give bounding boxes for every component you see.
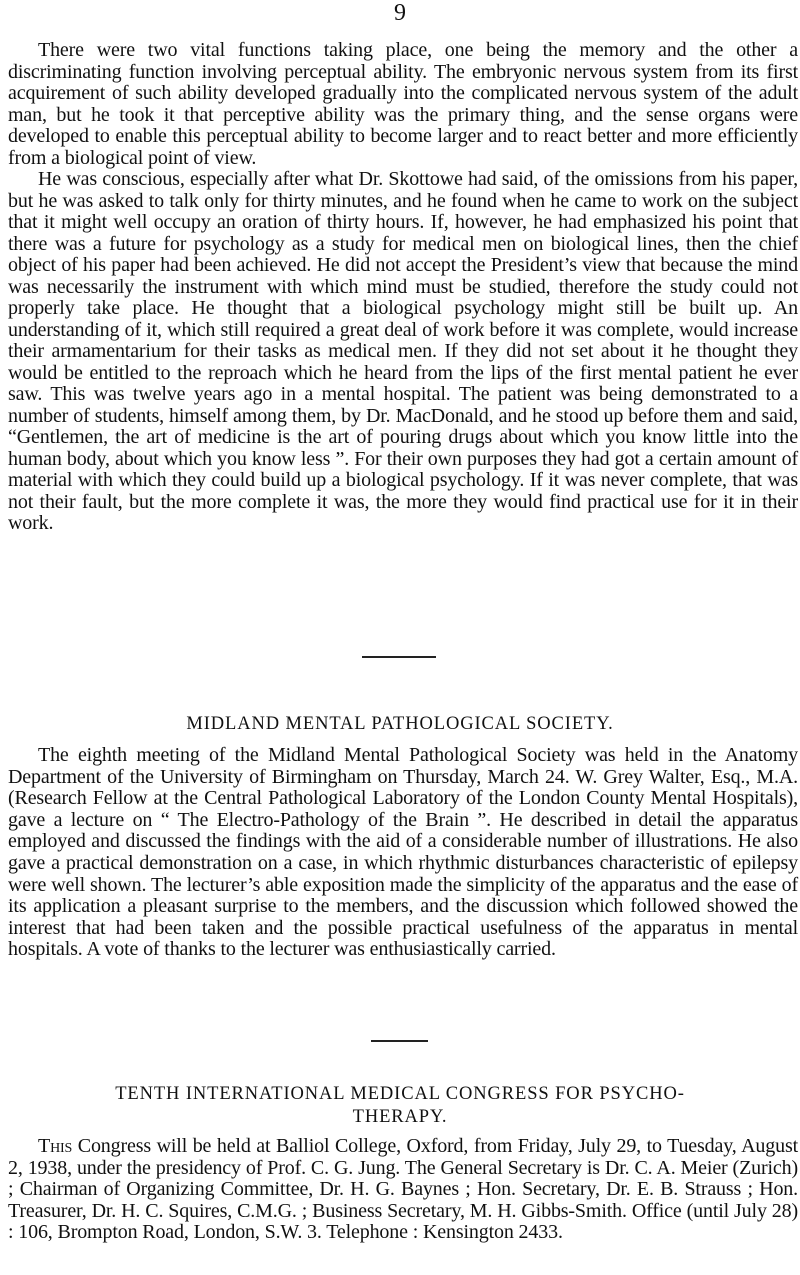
- congress-heading-line-1: TENTH INTERNATIONAL MEDICAL CONGRESS FOR PSYCHO-: [115, 1084, 685, 1104]
- midland-paragraph: The eighth meeting of the Midland Mental Pathological Society was held in the Anatomy Department of the University of Birmingham on Thursday, March 24. W. Grey Walter, Esq., M.A. (Research Fellow at the Central Pathological Laboratory of the London County Mental Hospitals), gave a lecture on “ The Electro-Pathology of the Brain ”. He described in detail the apparatus employed and discussed the findings with the aid of a considerable number of illustrations. He also gave a practical demonstration on a case, in which rhythmic disturbances characteristic of epilepsy were well shown. The lecturer’s able exposition made the simplicity of the apparatus and the ease of its application a pleasant surprise to the members, and the discussion which followed showed the interest that had been taken and the possible practical usefulness of the apparatus in mental hospitals. A vote of thanks to the lecturer was enthusiastically carried.: [8, 744, 798, 961]
- midland-section-heading: MIDLAND MENTAL PATHOLOGICAL SOCIETY.: [186, 714, 614, 734]
- congress-heading-line-2: THERAPY.: [352, 1107, 448, 1127]
- discussion-paragraph-1: There were two vital functions taking place, one being the memory and the other a discriminating function involving perceptual ability. The embryonic nervous system from its first acquirement of such ability developed gradually into the complicated nervous system of the adult man, but he took it that perceptive ability was the primary thing, and the sense organs were developed to enable this perceptual ability to become larger and to react better and more efficiently from a biological point of view.: [8, 39, 798, 169]
- page-number: 9: [394, 0, 406, 26]
- section-divider-1: [362, 656, 436, 658]
- discussion-text: [8, 40, 798, 535]
- congress-text: [8, 1136, 798, 1244]
- section-divider-2: [371, 1040, 428, 1042]
- discussion-paragraph-2: He was conscious, especially after what Dr. Skottowe had said, of the omissions from his paper, but he was asked to talk only for thirty minutes, and he found when he came to work on the subject that it might well occupy an oration of thirty hours. If, however, he had emphasized his point that there was a future for psychology as a study for medical men on biological lines, then the chief object of his paper had been achieved. He did not accept the President’s view that because the mind was necessarily the instrument with which mind must be studied, therefore the study could not properly take place. He thought that a biological psychology might still be built up. An understanding of it, which still required a great deal of work before it was complete, would increase their armamentarium for their tasks as medical men. If they did not set about it he thought they would be entitled to the reproach which he heard from the lips of the first mental patient he ever saw. This was twelve years ago in a mental hospital. The patient was being demonstrated to a number of students, himself among them, by Dr. MacDonald, and he stood up before them and said, “Gentlemen, the art of medicine is the art of pouring drugs about which you know little into the human body, about which you know less ”. For their own purposes they had got a certain amount of material with which they could build up a biological psychology. If it was never complete, that was not their fault, but the more complete it was, the more they would find practical use for it in their work.: [8, 168, 798, 534]
- congress-section-heading: [20, 1083, 780, 1129]
- midland-text: [8, 745, 798, 961]
- congress-paragraph-body: Congress will be held at Balliol College, Oxford, from Friday, July 29, to Tuesday, August 2, 1938, under the presidency of Prof. C. G. Jung. The General Secretary is Dr. C. A. Meier (Zurich) ; Chairman of Organizing Committee, Dr. H. G. Baynes ; Hon. Secretary, Dr. E. B. Strauss ; Hon. Treasurer, Dr. H. C. Squires, C.M.G. ; Business Secretary, M. H. Gibbs-Smith. Office (until July 28) : 106, Brompton Road, London, S.W. 3. Telephone : Kensington 2433.: [8, 1135, 798, 1244]
- congress-paragraph: [8, 1136, 798, 1244]
- congress-lead-word: This: [38, 1135, 73, 1157]
